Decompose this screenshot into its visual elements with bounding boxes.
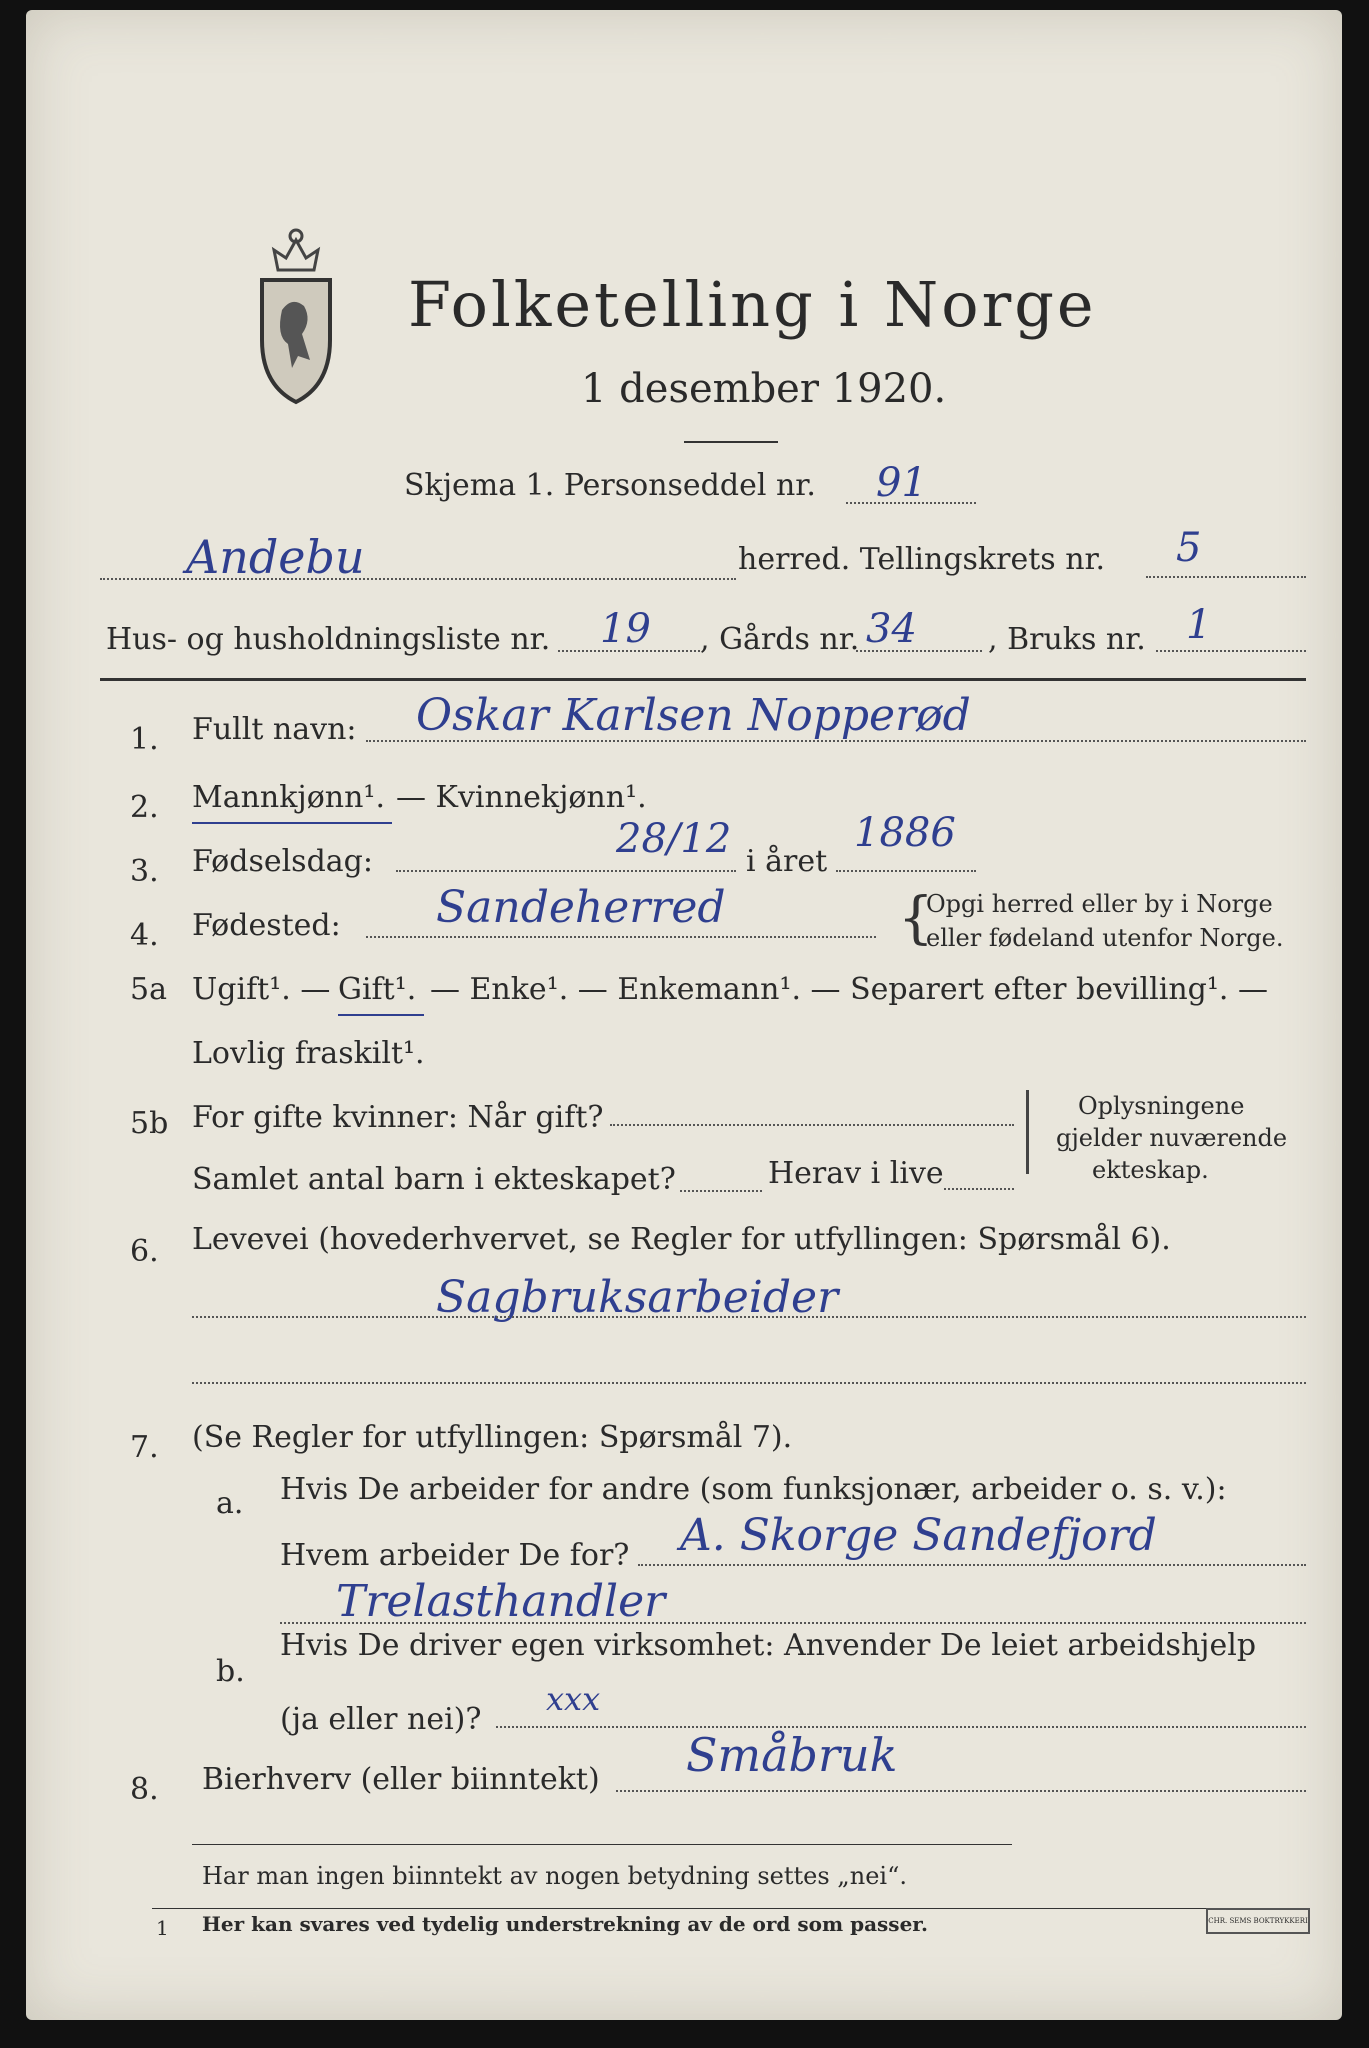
q3-birth-year: 1886 (854, 810, 956, 856)
q7a-employer-line (638, 1564, 1306, 1566)
q5b-married-line (610, 1124, 1014, 1126)
q5b-alive-line (944, 1188, 1014, 1190)
q7a-employer: A. Skorge Sandefjord (680, 1510, 1157, 1561)
q7b-line1: Hvis De driver egen virksomhet: Anvender De leiet arbeidshjelp (280, 1628, 1257, 1663)
q6-label: Levevei (hovederhvervet, se Regler for utfyllingen: Spørsmål 6). (192, 1222, 1171, 1257)
form-title: Folketelling i Norge (408, 268, 1097, 341)
q7-number: 7. (130, 1430, 159, 1465)
q7b-letter: b. (216, 1654, 245, 1689)
q5a-gift: Gift¹. (338, 972, 417, 1007)
q3-number: 3. (130, 854, 159, 889)
q7b-line (496, 1726, 1306, 1728)
gards-label: , Gårds nr. (700, 622, 860, 657)
q2-male: Mannkjønn¹. (192, 780, 385, 815)
tellingskrets-line (1146, 576, 1306, 578)
q7b-answer: xxx (546, 1680, 601, 1718)
bruks-label: , Bruks nr. (988, 622, 1146, 657)
herred-value: Andebu (186, 530, 365, 584)
q5b-line2: Samlet antal barn i ekteskapet? (192, 1162, 676, 1197)
q5b-alive-label: Herav i live (768, 1156, 944, 1191)
q4-note-line1: Opgi herred eller by i Norge (926, 890, 1273, 918)
q8-line (616, 1790, 1306, 1792)
printer-stamp: CHR. SEMS BOKTRYKKERI (1206, 1908, 1310, 1934)
q7a-letter: a. (216, 1486, 244, 1521)
bruks-line (1156, 650, 1306, 652)
q3-label: Fødselsdag: (192, 844, 373, 879)
q7a-employer-trade: Trelasthandler (336, 1576, 666, 1627)
header-rule (100, 678, 1306, 681)
personseddel-nr: 91 (876, 460, 927, 506)
q5b-note-line3: ekteskap. (1092, 1156, 1209, 1184)
q6-number: 6. (130, 1234, 159, 1269)
q1-number: 1. (130, 722, 159, 757)
q3-year-line (836, 870, 976, 872)
q4-note-line2: eller fødeland utenfor Norge. (926, 924, 1284, 952)
q2-female: — Kvinnekjønn¹. (396, 780, 647, 815)
q3-year-label: i året (746, 844, 828, 879)
q2-number: 2. (130, 790, 159, 825)
q5a-other-statuses: — Enke¹. — Enkemann¹. — Separert efter bevilling¹. — (430, 972, 1268, 1007)
q8-number: 8. (130, 1772, 159, 1807)
footer-rule (192, 1844, 1012, 1845)
q5b-line1: For gifte kvinner: Når gift? (192, 1100, 604, 1135)
title-divider (684, 441, 778, 443)
coat-of-arms-icon (248, 210, 344, 410)
q3-birth-date: 28/12 (616, 816, 732, 862)
q7b-line2: (ja eller nei)? (280, 1702, 482, 1737)
footnote-text: Her kan svares ved tydelig understrekning av de ord som passer. (202, 1912, 928, 1936)
q5b-children-line (680, 1190, 762, 1192)
q2-male-underline (192, 822, 392, 824)
census-date: 1 desember 1920. (581, 366, 947, 412)
husliste-nr: 19 (600, 606, 651, 652)
q3-day-line (396, 870, 736, 872)
q5b-note-line2: gjelder nuværende (1056, 1124, 1288, 1152)
bruks-nr: 1 (1186, 602, 1212, 648)
q4-brace: { (898, 886, 934, 951)
q5a-lovlig-fraskilt: Lovlig fraskilt¹. (192, 1036, 425, 1071)
q6-line1 (192, 1316, 1306, 1318)
q4-number: 4. (130, 918, 159, 953)
herred-label: herred. Tellingskrets nr. (738, 542, 1106, 577)
q4-label: Fødested: (192, 908, 341, 943)
q4-line (366, 936, 876, 938)
q5b-number: 5b (130, 1106, 169, 1141)
q4-birthplace: Sandeherred (436, 882, 726, 933)
q7a-line2: Hvem arbeider De for? (280, 1538, 630, 1573)
q8-label: Bierhverv (eller biinntekt) (202, 1762, 600, 1797)
footnote-rule (152, 1908, 1306, 1909)
q7a-line1: Hvis De arbeider for andre (som funksjonær, arbeider o. s. v.): (280, 1472, 1227, 1507)
q5b-bracket (1026, 1090, 1029, 1174)
husliste-label: Hus- og husholdningsliste nr. (106, 622, 551, 657)
footnote-mark: 1 (156, 1916, 169, 1940)
q5b-note-line1: Oplysningene (1078, 1092, 1245, 1120)
q5a-number: 5a (130, 972, 167, 1007)
q1-label: Fullt navn: (192, 712, 357, 747)
footer-note: Har man ingen biinntekt av nogen betydning settes „nei“. (202, 1862, 907, 1890)
q1-full-name: Oskar Karlsen Nopperød (416, 690, 971, 741)
tellingskrets-nr: 5 (1176, 525, 1202, 571)
q5a-ugift: Ugift¹. — (192, 972, 331, 1007)
q6-line2 (192, 1382, 1306, 1384)
q7-label: (Se Regler for utfyllingen: Spørsmål 7). (192, 1420, 793, 1455)
census-form-page (26, 10, 1342, 2020)
skjema-label: Skjema 1. Personseddel nr. (404, 468, 816, 503)
gards-nr: 34 (866, 606, 917, 652)
q8-side-income: Småbruk (686, 1728, 898, 1782)
q5a-gift-underline (338, 1014, 424, 1016)
q6-occupation: Sagbruksarbeider (436, 1272, 839, 1323)
